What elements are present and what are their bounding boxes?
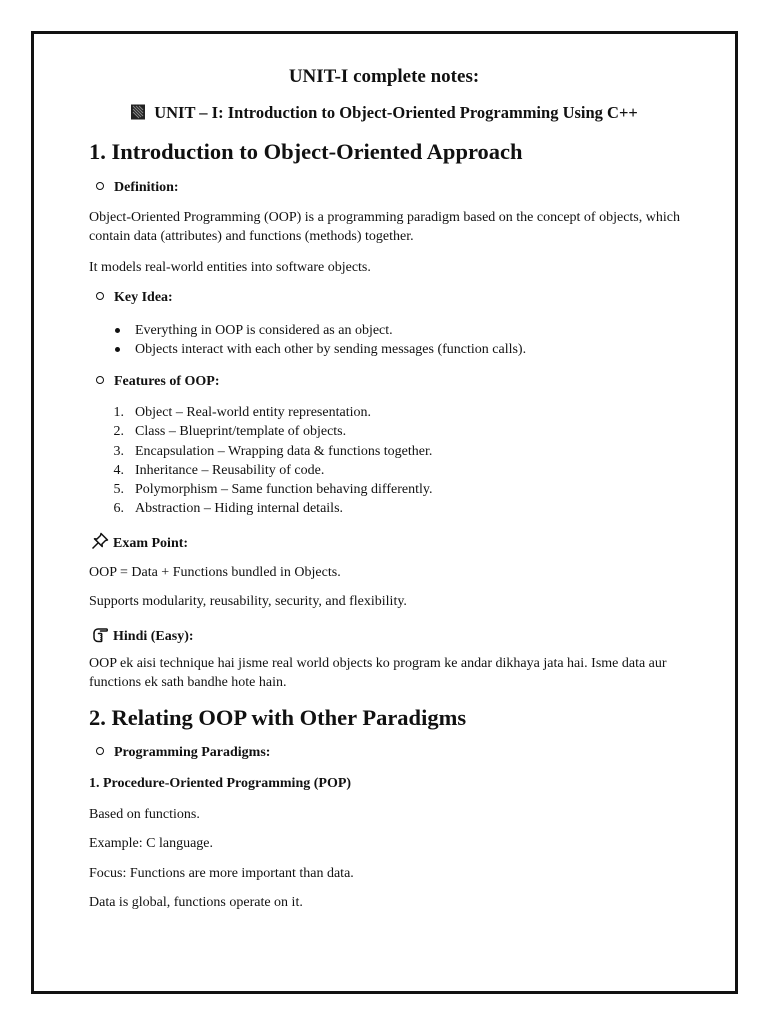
list-number: 5. (113, 482, 124, 498)
diamond-outline-icon (96, 292, 104, 300)
list-text: Encapsulation – Wrapping data & functions together. (135, 443, 433, 459)
features-subheading (96, 374, 220, 390)
list-text: Object – Real-world entity representation. (135, 405, 371, 420)
pop-line: Data is global, functions operate on it. (89, 895, 303, 910)
list-item (110, 442, 432, 461)
list-number: 4. (113, 462, 124, 478)
document-title: UNIT-I complete notes: (288, 66, 480, 87)
list-number: 6. (113, 501, 124, 517)
pushpin-icon (91, 532, 109, 550)
features-label: Features of OOP: (114, 374, 220, 389)
pointing-hand-icon (91, 625, 109, 643)
definition-text: Object-Oriented Programming (OOP) is a programming paradigm based on the concept of objects, which contain data (attributes) and functions (methods) together. (89, 210, 680, 244)
features-list (110, 403, 432, 519)
exam-point-subheading (91, 532, 188, 552)
list-item (110, 480, 432, 499)
diamond-outline-icon (96, 182, 104, 190)
key-idea-list (110, 321, 526, 360)
list-number: 1. (113, 405, 124, 420)
hindi-label: Hindi (Easy): (113, 629, 194, 644)
models-text: It models real-world entities into software objects. (89, 260, 371, 275)
list-text: Abstraction – Hiding internal details. (135, 501, 344, 517)
key-idea-subheading (96, 290, 173, 306)
list-item: Objects interact with each other by sending messages (function calls). (110, 340, 526, 359)
pop-line: Based on functions. (89, 807, 200, 822)
exam-point-label: Exam Point: (113, 536, 189, 551)
key-idea-label: Key Idea: (114, 290, 173, 305)
list-item (110, 461, 432, 480)
unit-title (0, 103, 768, 125)
list-text: Polymorphism – Same function behaving differently. (135, 482, 433, 498)
definition-label: Definition: (114, 180, 179, 195)
list-text: Inheritance – Reusability of code. (135, 462, 325, 478)
diamond-outline-icon (96, 747, 104, 755)
list-text: Class – Blueprint/template of objects. (135, 424, 347, 440)
list-number: 2. (113, 424, 124, 440)
list-item (110, 422, 432, 441)
hindi-text: OOP ek aisi technique hai jisme real world objects ko program ke andar dikhaya jata hai. Isme data aur functions ek sath bandhe hote hain. (89, 656, 667, 690)
exam-point-support: Supports modularity, reusability, security, and flexibility. (89, 594, 407, 609)
list-item: Everything in OOP is considered as an object. (110, 321, 526, 340)
definition-subheading (96, 180, 179, 196)
exam-point-formula: OOP = Data + Functions bundled in Objects. (89, 565, 341, 580)
notebook-icon (130, 104, 146, 125)
paradigms-subheading (96, 745, 270, 761)
pop-line: Focus: Functions are more important than data. (89, 866, 354, 881)
paradigms-label: Programming Paradigms: (114, 745, 271, 760)
hindi-subheading (91, 625, 194, 645)
pop-line: Example: C language. (89, 836, 214, 851)
pop-heading: 1. Procedure-Oriented Programming (POP) (89, 776, 352, 791)
section2-heading: 2. Relating OOP with Other Paradigms (89, 705, 467, 730)
unit-title-text: UNIT – I: Introduction to Object-Oriented Programming Using C++ (154, 103, 638, 122)
list-item (110, 403, 432, 422)
list-number: 3. (113, 443, 124, 459)
diamond-outline-icon (96, 376, 104, 384)
list-item (110, 499, 432, 518)
section1-heading: 1. Introduction to Object-Oriented Approach (89, 139, 523, 164)
